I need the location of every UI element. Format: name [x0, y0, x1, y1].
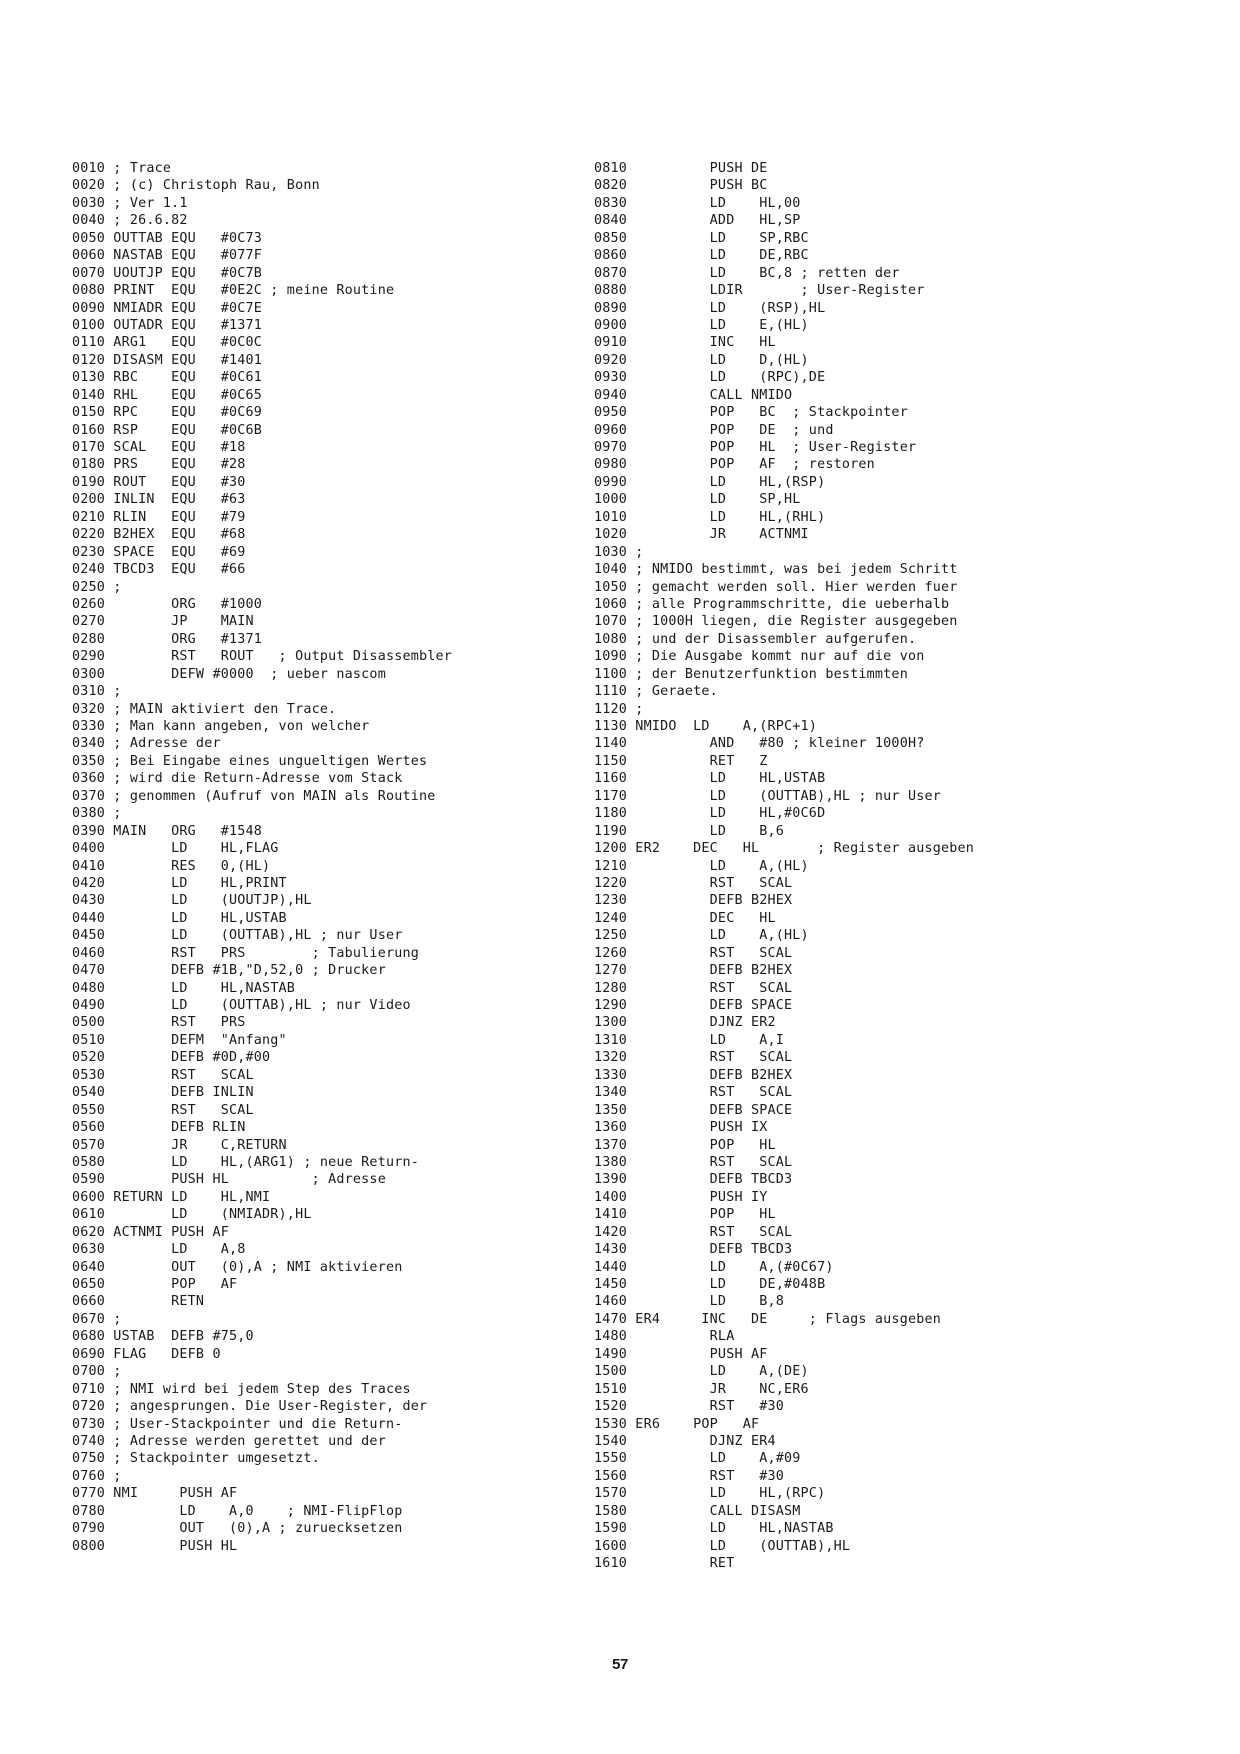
page-number: 57 [612, 1656, 628, 1673]
code-line: 0610 LD (NMIADR),HL [72, 1207, 312, 1223]
code-line: 0500 RST PRS [72, 1015, 246, 1031]
code-line: 0270 JP MAIN [72, 614, 254, 630]
code-line: 0230 SPACE EQU #69 [72, 544, 246, 560]
code-line: 0450 LD (OUTTAB),HL ; nur User [72, 928, 403, 944]
code-line: 1500 LD A,(DE) [594, 1364, 809, 1380]
code-line: 0260 ORG #1000 [72, 596, 263, 612]
code-line: 0740 ; Adresse werden gerettet und der [72, 1433, 386, 1449]
code-line: 0430 LD (UOUTJP),HL [72, 893, 312, 909]
code-line: 0620 ACTNMI PUSH AF [72, 1224, 229, 1240]
code-line: 1160 LD HL,USTAB [594, 771, 826, 787]
code-line: 0220 B2HEX EQU #68 [72, 527, 246, 543]
code-line: 1450 LD DE,#048B [594, 1277, 826, 1292]
code-line: 1300 DJNZ ER2 [594, 1015, 776, 1031]
code-line: 0470 DEFB #1B,"D,52,0 ; Drucker [72, 963, 386, 979]
code-line: 1200 ER2 DEC HL ; Register ausgeben [594, 841, 975, 857]
code-line: 0490 LD (OUTTAB),HL ; nur Video [72, 998, 411, 1013]
code-line: 0560 DEFB RLIN [72, 1120, 246, 1136]
code-line: 1320 RST SCAL [594, 1050, 793, 1066]
code-line: 0120 DISASM EQU #1401 [72, 352, 263, 368]
code-line: 0110 ARG1 EQU #0C0C [72, 335, 263, 351]
code-line: 1230 DEFB B2HEX [594, 893, 793, 909]
code-line: 0320 ; MAIN aktiviert den Trace. [72, 701, 337, 717]
code-line: 0590 PUSH HL ; Adresse [72, 1172, 386, 1188]
code-line: 0950 POP BC ; Stackpointer [594, 405, 908, 421]
code-line: 0050 OUTTAB EQU #0C73 [72, 230, 263, 246]
code-line: 0920 LD D,(HL) [594, 352, 809, 368]
code-line: 0130 RBC EQU #0C61 [72, 370, 263, 386]
code-line: 0970 POP HL ; User-Register [594, 440, 917, 455]
code-line: 0070 UOUTJP EQU #0C7B [72, 265, 263, 281]
code-line: 0250 ; [72, 579, 122, 595]
code-line: 1400 PUSH IY [594, 1189, 768, 1205]
code-line: 1460 LD B,8 [594, 1294, 785, 1310]
listing-right-column [594, 160, 1214, 1572]
code-line: 1110 ; Geraete. [594, 684, 718, 700]
code-line: 1410 POP HL [594, 1207, 776, 1223]
code-line: 0550 RST SCAL [72, 1102, 254, 1118]
code-line: 1240 DEC HL [594, 910, 776, 926]
code-line: 0940 CALL NMIDO [594, 387, 793, 403]
code-line: 1130 NMIDO LD A,(RPC+1) [594, 719, 818, 734]
code-line: 1360 PUSH IX [594, 1120, 768, 1136]
code-line: 1420 RST SCAL [594, 1224, 793, 1240]
code-line: 0420 LD HL,PRINT [72, 875, 287, 891]
code-line: 1000 LD SP,HL [594, 492, 801, 508]
code-line: 1380 RST SCAL [594, 1154, 793, 1170]
code-line: 0800 PUSH HL [72, 1538, 238, 1554]
code-line: 0700 ; [72, 1364, 122, 1380]
code-line: 0190 ROUT EQU #30 [72, 474, 246, 490]
code-line: 0540 DEFB INLIN [72, 1085, 254, 1101]
code-line: 0960 POP DE ; und [594, 422, 834, 438]
code-line: 0840 ADD HL,SP [594, 213, 801, 229]
code-line: 1090 ; Die Ausgabe kommt nur auf die von [594, 649, 925, 665]
code-line: 0850 LD SP,RBC [594, 230, 809, 246]
code-line: 0660 RETN [72, 1294, 205, 1310]
code-line: 0330 ; Man kann angeben, von welcher [72, 719, 370, 734]
code-line: 0640 OUT (0),A ; NMI aktivieren [72, 1259, 403, 1275]
code-line: 0100 OUTADR EQU #1371 [72, 317, 263, 333]
code-line: 1180 LD HL,#0C6D [594, 806, 826, 822]
code-line: 0710 ; NMI wird bei jedem Step des Traces [72, 1381, 411, 1397]
code-line: 0820 PUSH BC [594, 178, 768, 194]
code-line: 0040 ; 26.6.82 [72, 213, 188, 229]
code-line: 0720 ; angesprungen. Die User-Register, der [72, 1399, 428, 1415]
code-line: 1290 DEFB SPACE [594, 998, 793, 1013]
code-line: 0750 ; Stackpointer umgesetzt. [72, 1451, 320, 1467]
code-line: 1350 DEFB SPACE [594, 1102, 793, 1118]
code-line: 0650 POP AF [72, 1277, 238, 1292]
code-line: 0030 ; Ver 1.1 [72, 195, 188, 211]
code-line: 0370 ; genommen (Aufruf von MAIN als Routine [72, 788, 436, 804]
code-line: 0570 JR C,RETURN [72, 1137, 287, 1153]
code-line: 1530 ER6 POP AF [594, 1416, 760, 1432]
code-line: 1330 DEFB B2HEX [594, 1067, 793, 1083]
code-line: 0150 RPC EQU #0C69 [72, 405, 263, 421]
code-line: 0830 LD HL,00 [594, 195, 801, 211]
code-line: 1580 CALL DISASM [594, 1503, 801, 1519]
code-line: 0980 POP AF ; restoren [594, 457, 875, 473]
code-line: 0900 LD E,(HL) [594, 317, 809, 333]
code-line: 1550 LD A,#09 [594, 1451, 801, 1467]
code-line: 1210 LD A,(HL) [594, 858, 809, 874]
code-line: 0360 ; wird die Return-Adresse vom Stack [72, 771, 403, 787]
code-line: 0670 ; [72, 1311, 122, 1327]
code-line: 0460 RST PRS ; Tabulierung [72, 945, 419, 961]
code-line: 1250 LD A,(HL) [594, 928, 809, 944]
code-line: 1390 DEFB TBCD3 [594, 1172, 793, 1188]
code-line: 0200 INLIN EQU #63 [72, 492, 246, 508]
code-line: 0180 PRS EQU #28 [72, 457, 246, 473]
code-line: 1140 AND #80 ; kleiner 1000H? [594, 736, 925, 752]
code-line: 1280 RST SCAL [594, 980, 793, 996]
code-line: 1080 ; und der Disassembler aufgerufen. [594, 631, 917, 647]
code-line: 1030 ; [594, 544, 644, 560]
listing-left-column [72, 160, 592, 1555]
code-line: 1470 ER4 INC DE ; Flags ausgeben [594, 1311, 941, 1327]
code-line: 1270 DEFB B2HEX [594, 963, 793, 979]
code-line: 1120 ; [594, 701, 644, 717]
code-line: 0390 MAIN ORG #1548 [72, 823, 263, 839]
code-line: 0010 ; Trace [72, 161, 172, 176]
code-line: 0340 ; Adresse der [72, 736, 221, 752]
code-line: 0090 NMIADR EQU #0C7E [72, 300, 263, 316]
code-line: 1100 ; der Benutzerfunktion bestimmten [594, 666, 908, 682]
code-line: 0280 ORG #1371 [72, 631, 263, 647]
code-line: 0680 USTAB DEFB #75,0 [72, 1329, 254, 1345]
code-line: 0860 LD DE,RBC [594, 248, 809, 264]
code-line: 0520 DEFB #0D,#00 [72, 1050, 271, 1066]
code-line: 1340 RST SCAL [594, 1085, 793, 1101]
code-line: 1010 LD HL,(RHL) [594, 509, 826, 525]
code-line: 0890 LD (RSP),HL [594, 300, 826, 316]
code-line: 1070 ; 1000H liegen, die Register ausgegeben [594, 614, 958, 630]
code-line: 1040 ; NMIDO bestimmt, was bei jedem Schritt [594, 562, 958, 578]
code-line: 0630 LD A,8 [72, 1242, 246, 1258]
code-line: 0600 RETURN LD HL,NMI [72, 1189, 271, 1205]
code-line: 0530 RST SCAL [72, 1067, 254, 1083]
code-line: 0170 SCAL EQU #18 [72, 440, 246, 455]
code-line: 1220 RST SCAL [594, 875, 793, 891]
code-line: 0410 RES 0,(HL) [72, 858, 271, 874]
code-line: 0580 LD HL,(ARG1) ; neue Return- [72, 1154, 419, 1170]
code-line: 0510 DEFM "Anfang" [72, 1032, 287, 1048]
code-line: 0730 ; User-Stackpointer und die Return- [72, 1416, 403, 1432]
code-line: 0140 RHL EQU #0C65 [72, 387, 263, 403]
code-line: 1590 LD HL,NASTAB [594, 1521, 834, 1537]
code-line: 0310 ; [72, 684, 122, 700]
code-line: 1060 ; alle Programmschritte, die ueberhalb [594, 596, 950, 612]
code-line: 0990 LD HL,(RSP) [594, 474, 826, 490]
code-line: 1490 PUSH AF [594, 1346, 768, 1362]
code-line: 1540 DJNZ ER4 [594, 1433, 776, 1449]
code-line: 0790 OUT (0),A ; zuruecksetzen [72, 1521, 403, 1537]
code-line: 1510 JR NC,ER6 [594, 1381, 809, 1397]
code-line: 0870 LD BC,8 ; retten der [594, 265, 900, 281]
code-line: 1480 RLA [594, 1329, 735, 1345]
code-line: 1020 JR ACTNMI [594, 527, 809, 543]
code-line: 1310 LD A,I [594, 1032, 785, 1048]
code-line: 0480 LD HL,NASTAB [72, 980, 296, 996]
code-line: 0160 RSP EQU #0C6B [72, 422, 263, 438]
code-line: 0080 PRINT EQU #0E2C ; meine Routine [72, 283, 395, 299]
code-line: 0690 FLAG DEFB 0 [72, 1346, 221, 1362]
code-line: 1050 ; gemacht werden soll. Hier werden fuer [594, 579, 958, 595]
code-line: 0910 INC HL [594, 335, 776, 351]
code-line: 0880 LDIR ; User-Register [594, 283, 925, 299]
code-line: 0290 RST ROUT ; Output Disassembler [72, 649, 453, 665]
code-line: 1430 DEFB TBCD3 [594, 1242, 793, 1258]
code-line: 1600 LD (OUTTAB),HL [594, 1538, 851, 1554]
code-line: 0300 DEFW #0000 ; ueber nascom [72, 666, 386, 682]
code-line: 1260 RST SCAL [594, 945, 793, 961]
code-line: 0780 LD A,0 ; NMI-FlipFlop [72, 1503, 403, 1519]
code-line: 1370 POP HL [594, 1137, 776, 1153]
code-line: 1560 RST #30 [594, 1468, 785, 1484]
code-line: 1520 RST #30 [594, 1399, 785, 1415]
code-line: 0400 LD HL,FLAG [72, 841, 279, 857]
code-line: 0770 NMI PUSH AF [72, 1486, 238, 1502]
code-line: 0930 LD (RPC),DE [594, 370, 826, 386]
code-line: 0350 ; Bei Eingabe eines ungueltigen Wertes [72, 753, 428, 769]
code-line: 0760 ; [72, 1468, 122, 1484]
code-line: 0440 LD HL,USTAB [72, 910, 287, 926]
code-line: 0210 RLIN EQU #79 [72, 509, 246, 525]
code-line: 1570 LD HL,(RPC) [594, 1486, 826, 1502]
code-line: 1440 LD A,(#0C67) [594, 1259, 834, 1275]
code-line: 0020 ; (c) Christoph Rau, Bonn [72, 178, 320, 194]
code-line: 0380 ; [72, 806, 122, 822]
code-line: 0060 NASTAB EQU #077F [72, 248, 263, 264]
code-line: 0810 PUSH DE [594, 161, 768, 176]
code-line: 1190 LD B,6 [594, 823, 785, 839]
code-line: 1170 LD (OUTTAB),HL ; nur User [594, 788, 941, 804]
code-line: 1150 RET Z [594, 753, 768, 769]
code-line: 1610 RET [594, 1556, 735, 1571]
code-line: 0240 TBCD3 EQU #66 [72, 562, 246, 578]
